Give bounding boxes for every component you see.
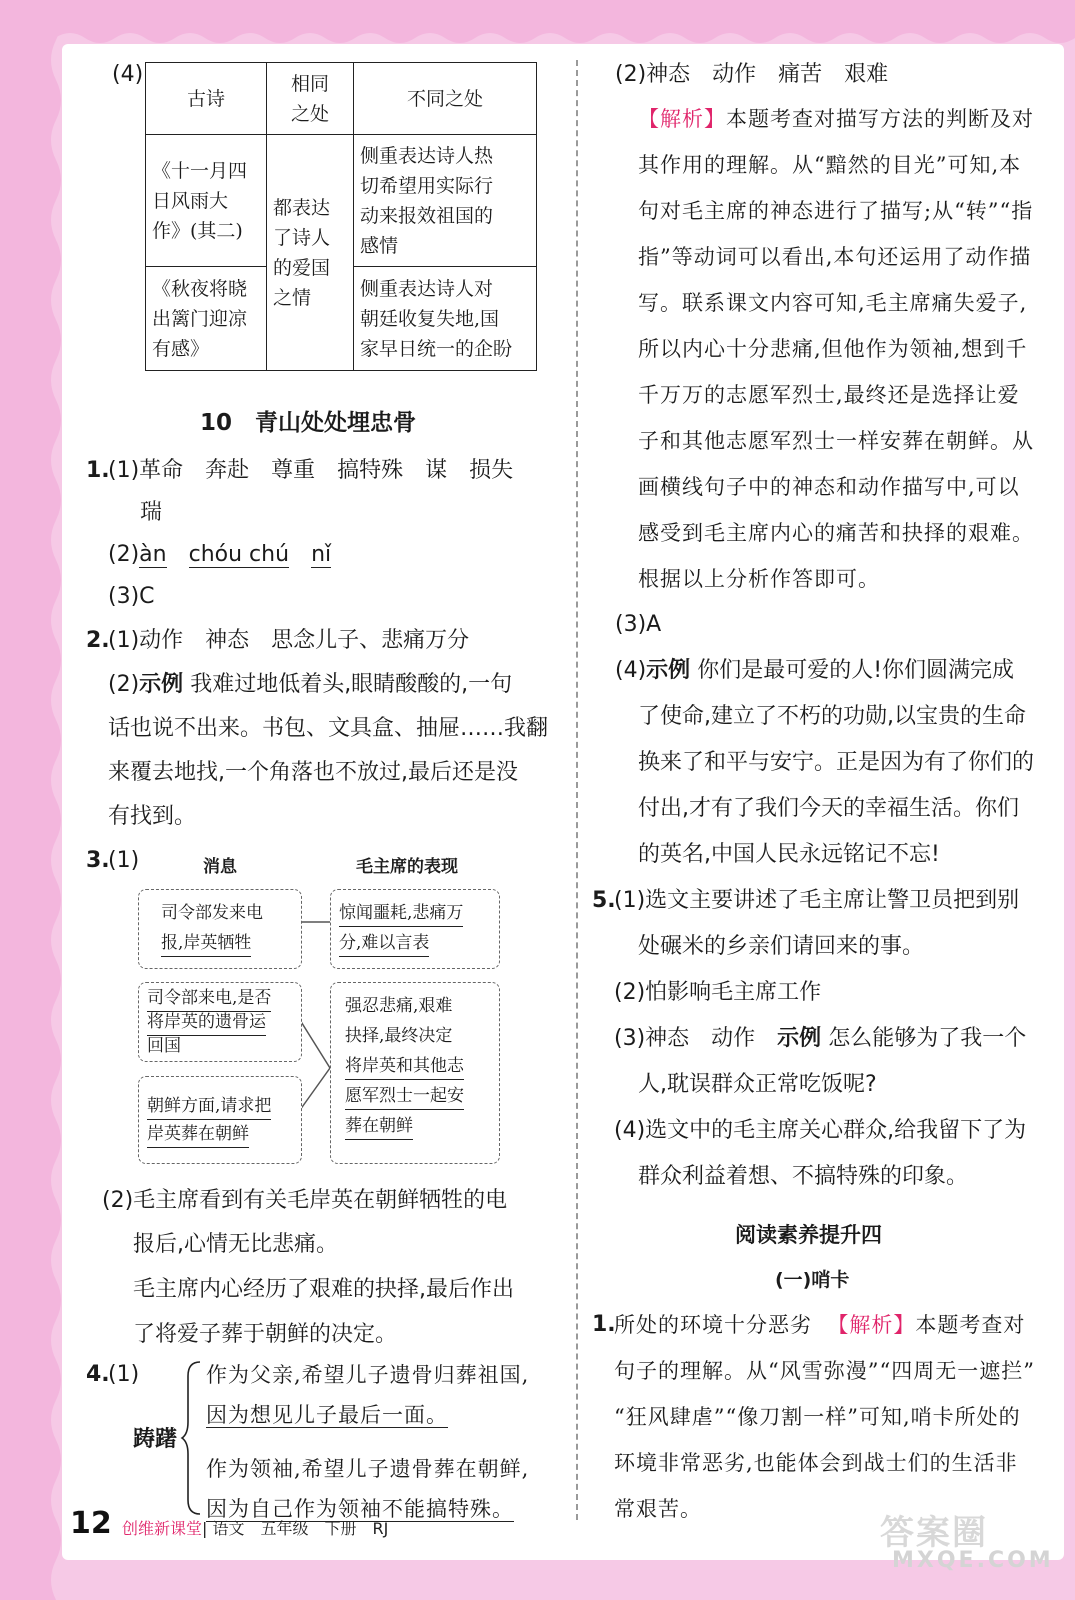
analysis-1-line4: 指”等动词可以看出,本句还运用了动作描 bbox=[638, 245, 1032, 269]
q4-line3: 作为领袖,希望儿子遗骨葬在朝鲜, bbox=[206, 1457, 530, 1481]
q5-line1b: 处碾米的乡亲们请回来的事。 bbox=[638, 934, 925, 959]
q5-line1: (1)选文主要讲述了毛主席让警卫员把到别 bbox=[614, 888, 1020, 913]
q3-sub2-line1: (2)毛主席看到有关毛岸英在朝鲜牺牲的电 bbox=[102, 1188, 508, 1213]
analysis-1-line9: 画横线句子中的神态和动作描写中,可以 bbox=[638, 475, 1020, 499]
section-title: 阅读素养提升四 bbox=[735, 1223, 882, 1247]
pinyin-3: nǐ bbox=[311, 542, 332, 567]
decorative-wave-border-left bbox=[0, 0, 66, 1600]
column-divider bbox=[576, 60, 578, 1520]
q1-number: 1. bbox=[86, 458, 110, 483]
q5-line3b: 人,耽误群众正常吃饭呢? bbox=[638, 1072, 877, 1097]
analysis-1-line6: 所以内心十分悲痛,但他作为领袖,想到千 bbox=[638, 337, 1028, 361]
pinyin-1: àn bbox=[139, 542, 167, 567]
q4-4-line5: 的英名,中国人民永远铭记不忘! bbox=[638, 842, 940, 867]
box-mao-2: 强忍悲痛,艰难 抉择,最终决定 将岸英和其他志 愿军烈士一起安 葬在朝鲜 bbox=[330, 982, 500, 1164]
analysis-1-line10: 感受到毛主席内心的痛苦和抉择的艰难。 bbox=[638, 521, 1034, 545]
analysis-1-line2: 其作用的理解。从“黯然的目光”可知,本 bbox=[638, 153, 1022, 177]
table-cell-same: 都表达 了诗人 的爱国 之情 bbox=[267, 135, 354, 371]
q1-line1: (1)革命 奔赴 尊重 搞特殊 谋 损失 bbox=[108, 458, 514, 483]
q3-head-mao: 毛主席的表现 bbox=[356, 857, 458, 877]
decorative-wave-border-top bbox=[0, 0, 1075, 50]
table-header-diff: 不同之处 bbox=[354, 63, 537, 135]
q5-line4: (4)选文中的毛主席关心群众,给我留下了为 bbox=[614, 1118, 1027, 1143]
q4-word: 踌躇 bbox=[133, 1427, 178, 1452]
table-header-poem: 古诗 bbox=[146, 63, 267, 135]
q3-sub2-line2: 报后,心情无比悲痛。 bbox=[133, 1232, 338, 1257]
q4-label: (4) bbox=[112, 62, 144, 87]
analysis-1-line5: 写。联系课文内容可知,毛主席痛失爱子, bbox=[638, 291, 1028, 315]
box-news-1: 司令部发来电 报,岸英牺牲 bbox=[138, 889, 302, 969]
r-q1-line1: 所处的环境十分恶劣 【解析】本题考查对 bbox=[614, 1313, 1026, 1337]
box-news-2: 司令部来电,是否 将岸英的遗骨运 回国 bbox=[138, 982, 302, 1062]
q3-sub2-line3: 毛主席内心经历了艰难的抉择,最后作出 bbox=[133, 1277, 514, 1302]
analysis-1-line3: 句对毛主席的神态进行了描写;从“转”“指 bbox=[638, 199, 1034, 223]
q4-4-line2: 了使命,建立了不朽的功勋,以宝贵的生命 bbox=[638, 704, 1026, 729]
q4-line4: 因为自己作为领袖不能搞特殊。 bbox=[206, 1497, 514, 1521]
q5-line3: (3)神态 动作 示例 怎么能够为了我一个 bbox=[614, 1026, 1027, 1051]
brand-name: 创维新课堂 bbox=[122, 1519, 203, 1538]
q1-line3: (3)C bbox=[108, 584, 155, 609]
q2-number: 2. bbox=[86, 628, 110, 653]
subsection-title: (一)哨卡 bbox=[775, 1269, 850, 1291]
q2-line4: 来覆去地找,一个角落也不放过,最后还是没 bbox=[108, 760, 518, 785]
table-cell-diff-1: 侧重表达诗人热 切希望用实际行 动来报效祖国的 感情 bbox=[354, 135, 537, 267]
q2-line3: 话也说不出来。书包、文具盒、抽屉……我翻 bbox=[108, 716, 549, 741]
q4-4-line3: 换来了和平与安宁。正是因为有了你们的 bbox=[638, 750, 1035, 775]
box-news-3: 朝鲜方面,请求把 岸英葬在朝鲜 bbox=[138, 1076, 302, 1164]
q4-3-answer: (3)A bbox=[615, 612, 662, 637]
q2-line2: (2)示例 我难过地低着头,眼睛酸酸的,一句 bbox=[108, 672, 513, 697]
q4-line1: 作为父亲,希望儿子遗骨归葬祖国, bbox=[206, 1363, 530, 1387]
q3-head-news: 消息 bbox=[203, 857, 237, 877]
q4-4-line1: (4)示例 你们是最可爱的人!你们圆满完成 bbox=[615, 658, 1015, 683]
pinyin-2: chóu chú bbox=[188, 542, 290, 567]
r-q1-line5: 常艰苦。 bbox=[614, 1497, 702, 1521]
r-q1-line3: “狂风肆虐”“像刀割一样”可知,哨卡所处的 bbox=[614, 1405, 1021, 1429]
r-q1-line4: 环境非常恶劣,也能体会到战士们的生活非 bbox=[614, 1451, 1018, 1475]
analysis-1-line8: 子和其他志愿军烈士一样安葬在朝鲜。从 bbox=[638, 429, 1034, 453]
r-q1-line2: 句子的理解。从“风雪弥漫”“四周无一遮拦” bbox=[614, 1359, 1035, 1383]
q1-line2: (2)àn chóu chú nǐ bbox=[108, 542, 332, 567]
q5-number: 5. bbox=[592, 888, 616, 913]
q4-2-answer: (2)神态 动作 痛苦 艰难 bbox=[615, 62, 889, 87]
q4-sub: (1) bbox=[108, 1362, 140, 1387]
footer-info: 创维新课堂| 语文 五年级 下册 RJ bbox=[122, 1519, 389, 1538]
analysis-1-line11: 根据以上分析作答即可。 bbox=[638, 567, 880, 591]
q5-line4b: 群众利益着想、不搞特殊的印象。 bbox=[638, 1164, 969, 1189]
q1-line1b: 瑞 bbox=[140, 500, 163, 525]
q2-line1: (1)动作 神态 思念儿子、悲痛万分 bbox=[108, 628, 470, 653]
q4-line2: 因为想见儿子最后一面。 bbox=[206, 1403, 448, 1427]
table-cell-diff-2: 侧重表达诗人对 朝廷收复失地,国 家早日统一的企盼 bbox=[354, 267, 537, 371]
analysis-1-line1: 【解析】本题考查对描写方法的判断及对 bbox=[638, 107, 1034, 131]
q4-brace bbox=[180, 1358, 204, 1518]
table-header-same: 相同 之处 bbox=[267, 63, 354, 135]
analysis-1-line7: 千万万的志愿军烈士,最终还是选择让爱 bbox=[638, 383, 1020, 407]
r-q1-number: 1. bbox=[592, 1312, 616, 1337]
table-cell-poem-1: 《十一月四 日风雨大 作》(其二) bbox=[146, 135, 267, 267]
q3-sub1: (1) bbox=[108, 848, 140, 873]
lesson-title: 10 青山处处埋忠骨 bbox=[200, 410, 417, 436]
q2-line5: 有找到。 bbox=[108, 804, 197, 829]
table-cell-poem-2: 《秋夜将晓 出篱门迎凉 有感》 bbox=[146, 267, 267, 371]
watermark-url: MXQE.COM bbox=[892, 1548, 1054, 1573]
q4-4-line4: 付出,才有了我们今天的幸福生活。你们 bbox=[638, 796, 1019, 821]
q4-number: 4. bbox=[86, 1362, 110, 1387]
box-mao-1: 惊闻噩耗,悲痛万 分,难以言表 bbox=[330, 889, 500, 969]
q3-sub2-line4: 了将爱子葬于朝鲜的决定。 bbox=[133, 1322, 398, 1347]
page-number: 12 bbox=[70, 1506, 112, 1541]
watermark-logo: 答案圈 bbox=[880, 1513, 988, 1553]
q3-number: 3. bbox=[86, 848, 110, 873]
poem-comparison-table bbox=[145, 62, 537, 371]
q5-line2: (2)怕影响毛主席工作 bbox=[614, 980, 822, 1005]
